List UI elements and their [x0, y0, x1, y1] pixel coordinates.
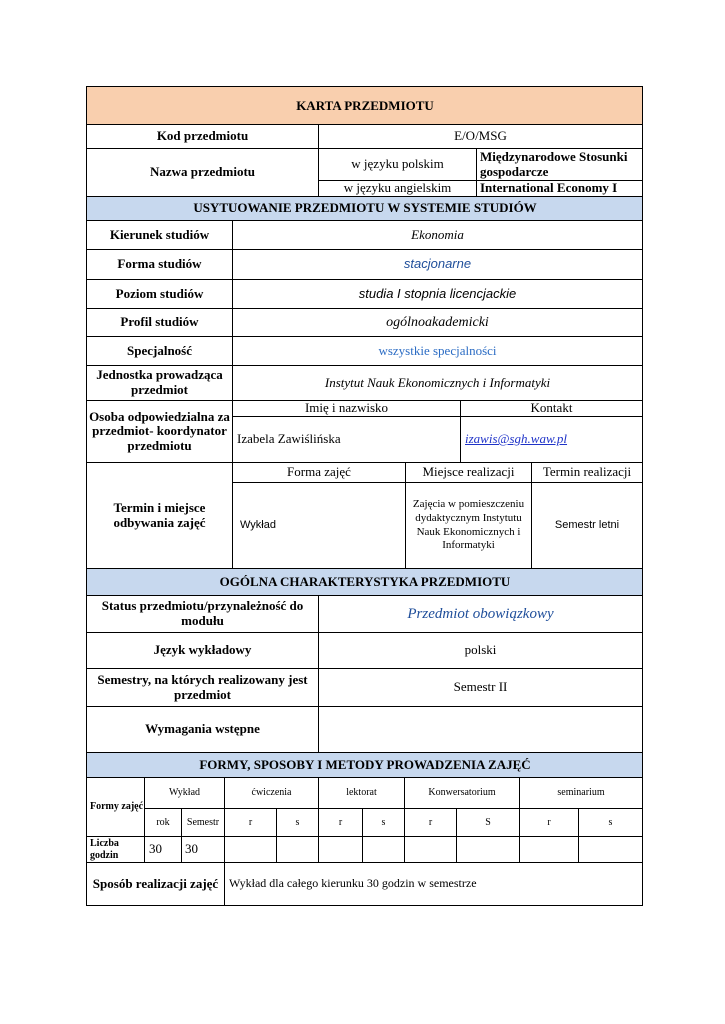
osoba-label: Osoba odpowiedzialna za przedmiot- koordynator przedmiotu — [89, 408, 230, 453]
osoba-name-header: Imię i nazwisko — [304, 400, 389, 416]
forma-studiow-label: Forma studiów — [117, 256, 202, 272]
formy-sub-sem-r: r — [547, 816, 551, 828]
termin-miejsce-value: Zajęcia w pomieszczeniu dydaktycznym Instytutu Nauk Ekonomicznych i Informatyki — [412, 498, 525, 552]
formy-sub-kon-r: r — [428, 816, 433, 828]
section-usytuowanie: USYTUOWANIE PRZEDMIOTU W SYSTEMIE STUDIÓW — [193, 200, 537, 216]
termin-miejsce-header: Miejsce realizacji — [422, 464, 515, 480]
formy-hours-label: Liczba godzin — [90, 838, 119, 861]
profil-label: Profil studiów — [120, 314, 199, 330]
sposob-label: Sposób realizacji zajęć — [92, 875, 219, 891]
formy-group-wyklad: Wykład — [168, 787, 201, 799]
poziom-label: Poziom studiów — [115, 285, 204, 301]
nazwa-pl-label: w języku polskim — [351, 156, 444, 172]
jezyk-label: Język wykładowy — [153, 642, 252, 658]
formy-hours-rok: 30 — [149, 841, 162, 857]
semestry-label: Semestry, na których realizowany jest przedmiot — [97, 671, 308, 702]
forma-studiow-value: stacjonarne — [403, 256, 472, 272]
jednostka-label: Jednostka prowadząca przedmiot — [96, 367, 223, 397]
jednostka-value: Instytut Nauk Ekonomicznych i Informatyki — [324, 374, 551, 390]
kierunek-value: Ekonomia — [411, 226, 464, 242]
section-formy: FORMY, SPOSOBY I METODY PROWADZENIA ZAJĘĆ — [199, 756, 531, 772]
nazwa-en-value: International Economy I — [480, 180, 618, 196]
wymagania-value — [319, 707, 642, 752]
status-label: Status przedmiotu/przynależność do modułu — [101, 598, 304, 628]
jezyk-value: polski — [464, 642, 497, 658]
kod-label: Kod przedmiotu — [156, 128, 249, 144]
osoba-email-cell — [465, 417, 642, 462]
termin-termin-value: Semestr letni — [554, 519, 620, 532]
formy-sub-lek-r: r — [338, 816, 343, 828]
formy-sub-rok: rok — [156, 816, 170, 828]
specjalnosc-label: Specjalność — [127, 342, 192, 358]
termin-label: Termin i miejsce odbywania zajęć — [113, 499, 206, 530]
formy-sub-kon-s: S — [485, 816, 491, 828]
osoba-email-link[interactable]: izawis@sgh.waw.pl — [465, 431, 568, 447]
formy-sub-cw-r: r — [248, 816, 253, 828]
termin-forma-value: Wykład — [240, 519, 276, 532]
termin-termin-header: Termin realizacji — [542, 464, 632, 480]
formy-group-seminarium: seminarium — [557, 787, 605, 799]
wymagania-label: Wymagania wstępne — [145, 721, 260, 737]
nazwa-label: Nazwa przedmiotu — [149, 164, 256, 180]
kierunek-label: Kierunek studiów — [109, 226, 210, 242]
kod-value: E/O/MSG — [454, 128, 507, 144]
osoba-name: Izabela Zawiślińska — [237, 431, 341, 447]
semestry-value: Semestr II — [453, 679, 508, 695]
formy-hours-semestr: 30 — [185, 841, 198, 857]
section-charakterystyka: OGÓLNA CHARAKTERYSTYKA PRZEDMIOTU — [219, 573, 511, 589]
card-title: KARTA PRZEDMIOTU — [296, 97, 434, 113]
formy-group-lektorat: lektorat — [346, 787, 377, 799]
formy-group-cwiczenia: ćwiczenia — [251, 787, 292, 799]
profil-value: ogólnoakademicki — [386, 314, 489, 330]
poziom-value: studia I stopnia licencjackie — [358, 285, 517, 301]
formy-group-konwersatorium: Konwersatorium — [428, 787, 496, 799]
formy-row-label: Formy zajęć — [90, 801, 144, 813]
formy-sub-cw-s: s — [295, 816, 300, 828]
sposob-value: Wykład dla całego kierunku 30 godzin w semestrze — [229, 876, 477, 891]
specjalnosc-value: wszystkie specjalności — [378, 342, 497, 358]
termin-forma-header: Forma zajęć — [287, 464, 351, 480]
status-value: Przedmiot obowiązkowy — [407, 605, 554, 622]
osoba-contact-header: Kontakt — [530, 400, 573, 416]
nazwa-en-label: w języku angielskim — [343, 180, 452, 196]
formy-sub-sem-s: s — [608, 816, 613, 828]
nazwa-pl-value: Międzynarodowe Stosunki gospodarcze — [480, 148, 628, 179]
formy-sub-semestr: Semestr — [186, 816, 220, 828]
formy-sub-lek-s: s — [381, 816, 386, 828]
